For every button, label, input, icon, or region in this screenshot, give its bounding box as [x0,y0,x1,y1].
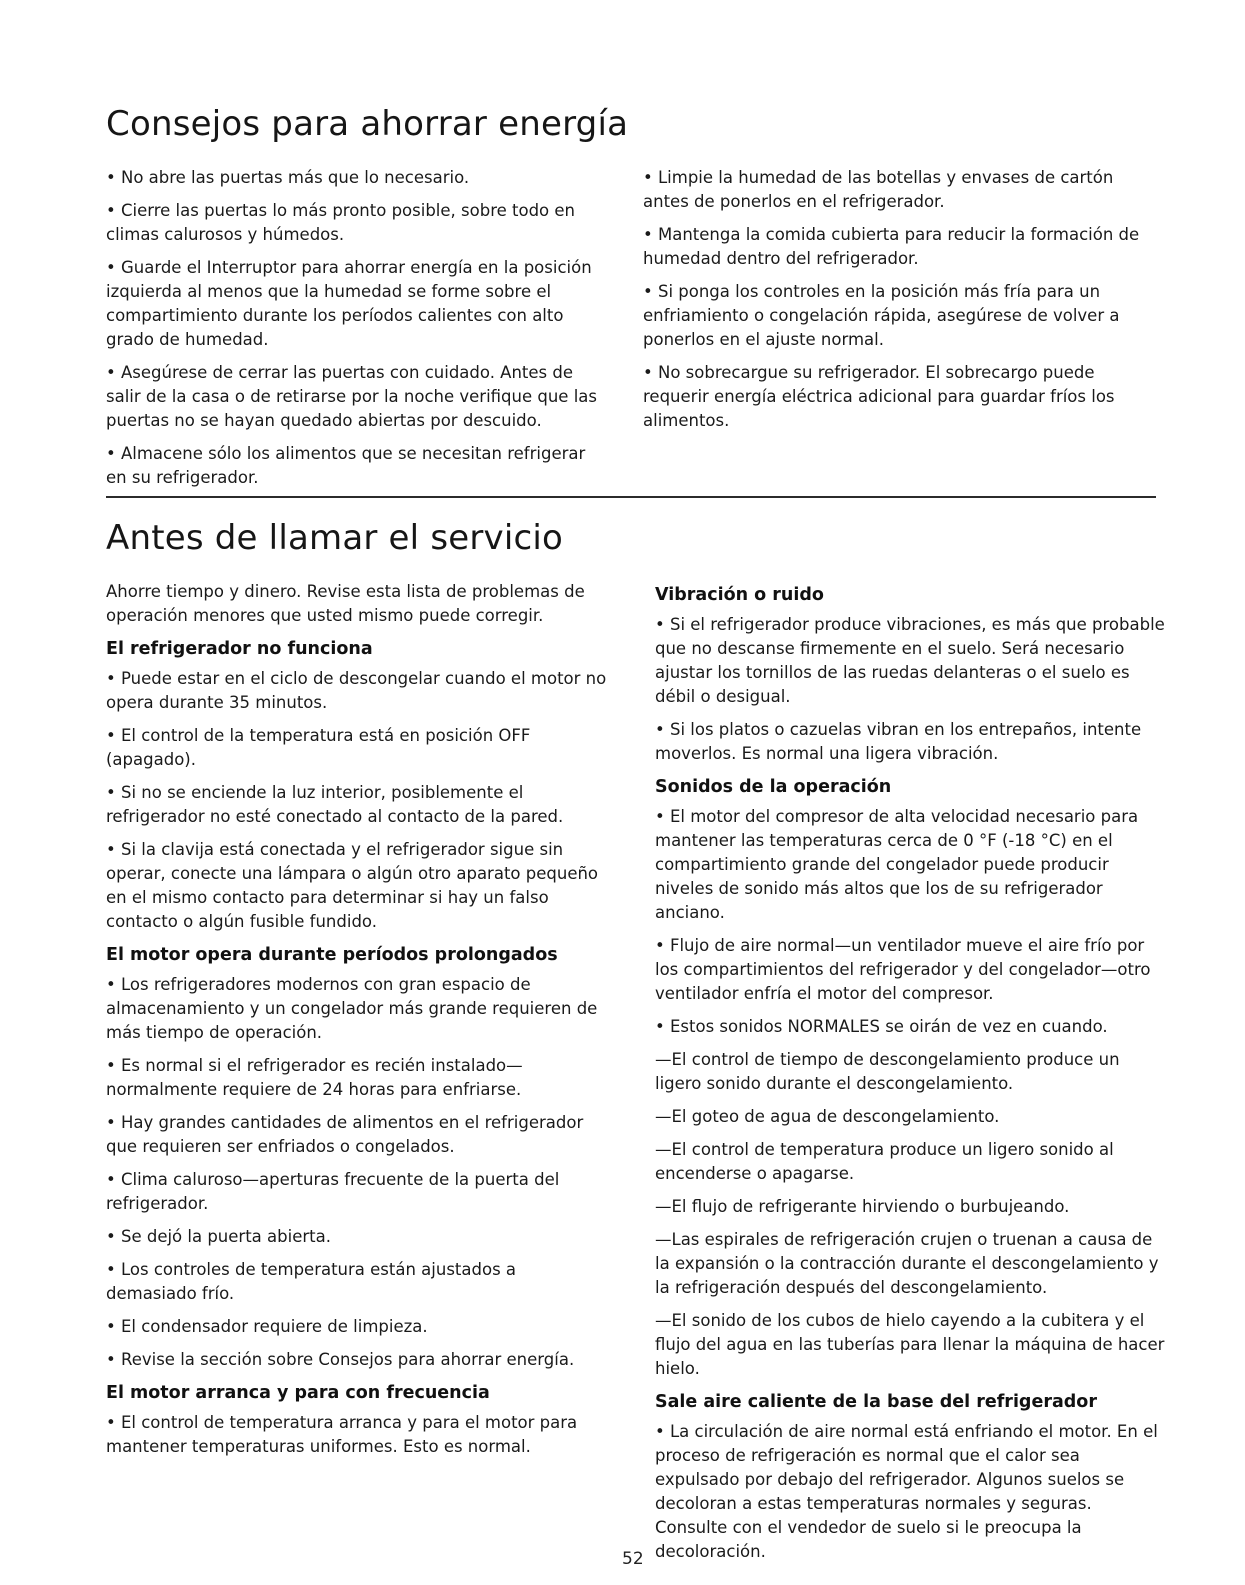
section-title-before-service: Antes de llamar el servicio [106,518,564,558]
energy-tip: • Limpie la humedad de las botellas y envases de cartón antes de ponerlos en el refrigerador. [643,168,1114,211]
solution-item: • Si los platos o cazuelas vibran en los entrepaños, intente moverlos. Es normal una ligera vibración. [655,720,1142,763]
solution-item: • Hay grandes cantidades de alimentos en el refrigerador que requieren ser enfriados o congelados. [106,1113,584,1156]
solution-item: • El condensador requiere de limpieza. [106,1317,428,1336]
solution-item: —Las espirales de refrigeración crujen o truenan a causa de la expansión o la contracción durante el descongelamiento y la refrigeración después del descongelamiento. [655,1230,1159,1297]
solution-item: • Puede estar en el ciclo de descongelar cuando el motor no opera durante 35 minutos. [106,669,607,712]
solution-item: • Es normal si el refrigerador es recién instalado—normalmente requiere de 24 horas para enfriarse. [106,1056,523,1099]
solution-item: • Si el refrigerador produce vibraciones, es más que probable que no descanse firmemente en el suelo. Será necesario ajustar los tornillos de las ruedas delanteras o el suelo es débil o desigual. [655,615,1165,706]
solution-item: —El sonido de los cubos de hielo cayendo a la cubitera y el flujo del agua en las tuberías para llenar la máquina de hacer hielo. [655,1311,1165,1378]
troubleshooting-right-column [655,580,1165,1573]
solution-item: • Clima caluroso—aperturas frecuente de la puerta del refrigerador. [106,1170,560,1213]
solution-item: —El control de tiempo de descongelamiento produce un ligero sonido durante el descongelamiento. [655,1050,1120,1093]
section-title-energy-tips: Consejos para ahorrar energía [106,104,629,144]
energy-tip: • Cierre las puertas lo más pronto posible, sobre todo en climas calurosos y húmedos. [106,201,575,244]
problem-heading: Sonidos de la operación [655,777,892,797]
solution-item: —El goteo de agua de descongelamiento. [655,1107,1000,1126]
solution-item: • Si la clavija está conectada y el refrigerador sigue sin operar, conecte una lámpara o algún otro aparato pequeño en el mismo contacto para determinar si hay un falso contacto o algún fusible fundido. [106,840,599,931]
solution-item: • El control de temperatura arranca y para el motor para mantener temperaturas uniformes. Esto es normal. [106,1413,578,1456]
energy-tip: • No abre las puertas más que lo necesario. [106,168,470,187]
problem-heading: El motor arranca y para con frecuencia [106,1383,490,1403]
solution-item: —El control de temperatura produce un ligero sonido al encenderse o apagarse. [655,1140,1114,1183]
solution-item: • Revise la sección sobre Consejos para ahorrar energía. [106,1350,575,1369]
energy-tip: • No sobrecargue su refrigerador. El sobrecargo puede requerir energía eléctrica adicional para guardar fríos los alimentos. [643,363,1115,430]
solution-item: • Los controles de temperatura están ajustados a demasiado frío. [106,1260,517,1303]
solution-item: • Los refrigeradores modernos con gran espacio de almacenamiento y un congelador más grande requieren de más tiempo de operación. [106,975,598,1042]
solution-item: • Flujo de aire normal—un ventilador mueve el aire frío por los compartimientos del refrigerador y del congelador—otro ventilador enfría el motor del compresor. [655,936,1151,1003]
solution-item: • El control de la temperatura está en posición OFF (apagado). [106,726,531,769]
section-divider [106,496,1156,498]
solution-item: • El motor del compresor de alta velocidad necesario para mantener las temperaturas cerca de 0 °F (-18 °C) en el compartimiento grande del congelador puede producir niveles de sonido más altos que los de su refrigerador anciano. [655,807,1139,922]
solution-item: • La circulación de aire normal está enfriando el motor. En el proceso de refrigeración es normal que el calor sea expulsado por debajo del refrigerador. Algunos suelos se decoloran a estas temperaturas normales y seguras. Consulte con el vendedor de suelo si le preocupa la decoloración. [655,1422,1158,1561]
solution-item: —El flujo de refrigerante hirviendo o burbujeando. [655,1197,1070,1216]
energy-tips-right-column [643,166,1163,442]
problem-heading: El motor opera durante períodos prolongados [106,945,558,965]
problem-heading: El refrigerador no funciona [106,639,373,659]
page-number: 52 [622,1549,644,1569]
energy-tip: • Almacene sólo los alimentos que se necesitan refrigerar en su refrigerador. [106,444,586,487]
solution-item: • Estos sonidos NORMALES se oirán de vez en cuando. [655,1017,1108,1036]
energy-tip: • Asegúrese de cerrar las puertas con cuidado. Antes de salir de la casa o de retirarse por la noche verifique que las puertas no se hayan quedado abiertas por descuido. [106,363,597,430]
solution-item: • Si no se enciende la luz interior, posiblemente el refrigerador no esté conectado al contacto de la pared. [106,783,564,826]
troubleshooting-left-column [106,580,611,1468]
intro-paragraph: Ahorre tiempo y dinero. Revise esta lista de problemas de operación menores que usted mismo puede corregir. [106,582,585,625]
problem-heading: Vibración o ruido [655,585,824,605]
energy-tip: • Guarde el Interruptor para ahorrar energía en la posición izquierda al menos que la humedad se forme sobre el compartimiento durante los períodos calientes con alto grado de humedad. [106,258,592,349]
energy-tip: • Mantenga la comida cubierta para reducir la formación de humedad dentro del refrigerador. [643,225,1140,268]
problem-heading: Sale aire caliente de la base del refrigerador [655,1392,1097,1412]
solution-item: • Se dejó la puerta abierta. [106,1227,331,1246]
energy-tips-left-column [106,166,604,499]
energy-tip: • Si ponga los controles en la posición más fría para un enfriamiento o congelación rápida, asegúrese de volver a ponerlos en el ajuste normal. [643,282,1120,349]
